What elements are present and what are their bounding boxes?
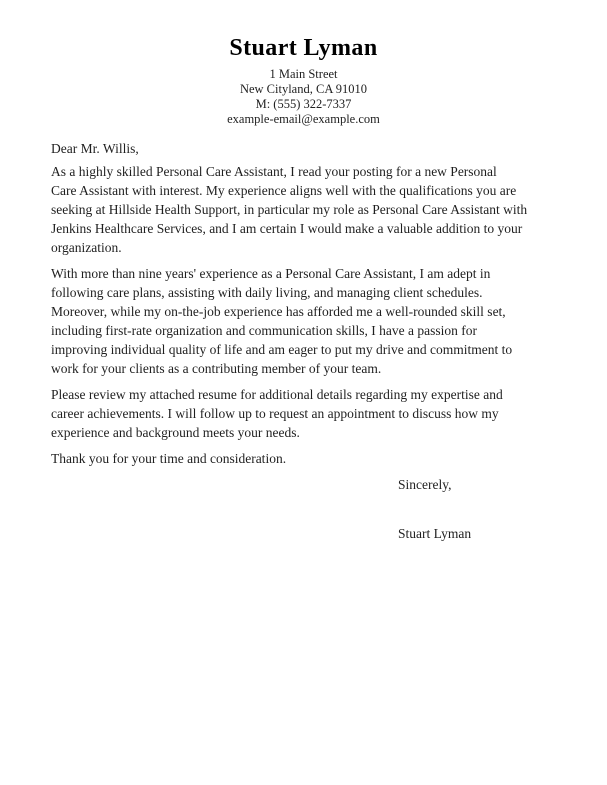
paragraph-line: seeking at Hillside Health Support, in particular my role as Personal Care Assistant with xyxy=(51,202,528,217)
paragraph-line: career achievements. I will follow up to request an appointment to discuss how my xyxy=(51,406,499,421)
contact-info-line: example-email@example.com xyxy=(227,112,380,126)
paragraph-experience xyxy=(51,264,571,378)
signoff: Sincerely, xyxy=(398,477,452,492)
paragraph-line: Moreover, while my on-the-job experience has afforded me a well-rounded skill set, xyxy=(51,304,506,319)
contact-info-line: 1 Main Street xyxy=(269,67,338,81)
paragraph-line: With more than nine years' experience as a Personal Care Assistant, I am adept in xyxy=(51,266,491,281)
signature-block xyxy=(398,475,571,543)
contact-info-line: New Cityland, CA 91010 xyxy=(239,82,368,96)
paragraph-line: organization. xyxy=(51,240,122,255)
contact-info-block xyxy=(0,67,607,127)
applicant-name-heading: Stuart Lyman xyxy=(229,35,378,61)
paragraph-line: including first-rate organization and communication skills, I have a passion for xyxy=(51,323,478,338)
paragraph-line: Care Assistant with interest. My experience aligns well with the qualifications you are xyxy=(51,183,517,198)
paragraph-call-to-action xyxy=(51,385,571,442)
contact-info-line: M: (555) 322-7337 xyxy=(255,97,352,111)
paragraph-line: Please review my attached resume for additional details regarding my expertise and xyxy=(51,387,503,402)
paragraph-line: Jenkins Healthcare Services, and I am certain I would make a valuable addition to your xyxy=(51,221,523,236)
letter-body xyxy=(51,139,571,543)
closing-thanks: Thank you for your time and consideration. xyxy=(51,451,287,466)
paragraph-line: As a highly skilled Personal Care Assistant, I read your posting for a new Personal xyxy=(51,164,497,179)
paragraph-line: improving individual quality of life and am eager to put my drive and commitment to xyxy=(51,342,513,357)
paragraph-line: experience and background meets your needs. xyxy=(51,425,300,440)
letterhead xyxy=(0,0,607,127)
paragraph-line: work for your clients as a contributing member of your team. xyxy=(51,361,382,376)
salutation: Dear Mr. Willis, xyxy=(51,141,139,156)
paragraph-introduction xyxy=(51,162,571,257)
signature-name: Stuart Lyman xyxy=(398,526,472,541)
paragraph-line: following care plans, assisting with daily living, and managing client schedules. xyxy=(51,285,483,300)
